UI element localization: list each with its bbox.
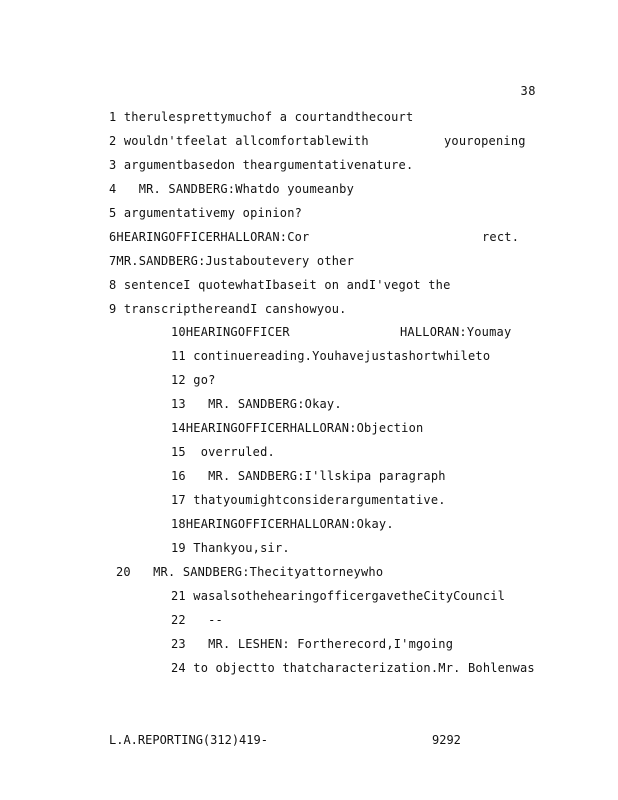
line-text: 18HEARINGOFFICERHALLORAN:Okay.	[171, 517, 394, 531]
transcript-line-15	[171, 444, 275, 460]
line-text: 12 go?	[171, 373, 216, 387]
line-text-right: rect.	[482, 230, 520, 244]
transcript-line-13	[171, 396, 342, 412]
line-text: 23 MR. LESHEN: Fortherecord,I'mgoing	[171, 637, 454, 651]
transcript-line-3	[109, 157, 414, 173]
transcript-line-7	[109, 253, 355, 269]
transcript-line-14	[171, 420, 424, 436]
line-text: 4 MR. SANDBERG:Whatdo youmeanby	[109, 182, 355, 196]
line-text: 15 overruled.	[171, 445, 275, 459]
transcript-line-20	[116, 564, 384, 580]
line-text: 3 argumentbasedon theargumentativenature.	[109, 158, 414, 172]
line-text-right: youropening	[444, 134, 526, 148]
line-text: 24 to objectto thatcharacterization.Mr. Bohlenwas	[171, 661, 535, 675]
transcript-line-18	[171, 516, 394, 532]
line-text: 22 --	[171, 613, 223, 627]
page-number: 38	[520, 84, 536, 98]
line-text: 11 continuereading.Youhavejustashortwhileto	[171, 349, 491, 363]
footer-phone-suffix: 9292	[432, 733, 461, 747]
transcript-line-9	[109, 301, 347, 317]
footer-reporter: L.A.REPORTING(312)419-	[109, 733, 268, 747]
transcript-line-22	[171, 612, 223, 628]
transcript-line-11	[171, 348, 491, 364]
transcript-line-2	[109, 133, 526, 149]
line-text: 13 MR. SANDBERG:Okay.	[171, 397, 342, 411]
transcript-line-1	[109, 109, 414, 125]
transcript-line-8	[109, 277, 451, 293]
line-text-right: HALLORAN:Youmay	[400, 325, 512, 339]
transcript-line-23	[171, 636, 454, 652]
line-text: 1 therulesprettymuchof a courtandthecourt	[109, 110, 414, 124]
line-text: 10HEARINGOFFICER	[171, 325, 290, 339]
line-text: 6HEARINGOFFICERHALLORAN:Cor	[109, 230, 310, 244]
line-text: 20 MR. SANDBERG:Thecityattorneywho	[116, 565, 384, 579]
line-text: 8 sentenceI quotewhatIbaseit on andI'vegot the	[109, 278, 451, 292]
transcript-line-21	[171, 588, 506, 604]
transcript-line-24	[171, 660, 535, 676]
transcript-line-6	[109, 229, 520, 245]
line-text: 21 wasalsothehearingofficergavetheCityCouncil	[171, 589, 506, 603]
line-text: 5 argumentativemy opinion?	[109, 206, 303, 220]
line-text: 2 wouldn'tfeelat allcomfortablewith	[109, 134, 369, 148]
transcript-line-17	[171, 492, 446, 508]
transcript-line-19	[171, 540, 290, 556]
line-text: 7MR.SANDBERG:Justaboutevery other	[109, 254, 355, 268]
transcript-line-12	[171, 372, 216, 388]
line-text: 16 MR. SANDBERG:I'llskipa paragraph	[171, 469, 446, 483]
transcript-line-10	[171, 324, 512, 340]
line-text: 19 Thankyou,sir.	[171, 541, 290, 555]
transcript-line-16	[171, 468, 446, 484]
transcript-line-4	[109, 181, 355, 197]
line-text: 17 thatyoumightconsiderargumentative.	[171, 493, 446, 507]
line-text: 14HEARINGOFFICERHALLORAN:Objection	[171, 421, 424, 435]
line-text: 9 transcripthereandI canshowyou.	[109, 302, 347, 316]
transcript-line-5	[109, 205, 303, 221]
